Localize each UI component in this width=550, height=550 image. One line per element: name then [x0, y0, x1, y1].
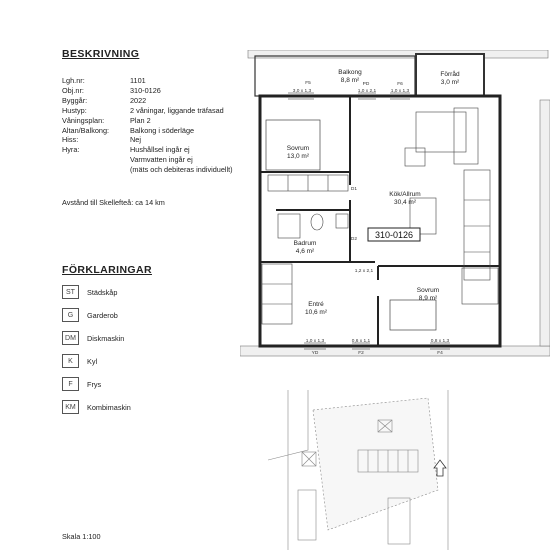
description-row [62, 126, 260, 136]
description-label: Obj.nr: [62, 85, 84, 95]
description-label: Altan/Balkong: [62, 125, 110, 135]
legend-heading: FÖRKLARINGAR [62, 264, 152, 276]
description-table [62, 76, 260, 175]
description-label: Hyra: [62, 145, 80, 155]
legend-label: Garderob [87, 310, 118, 320]
label-d2: D2 [350, 237, 358, 242]
label-d1: D1 [350, 187, 358, 192]
label-b1: 1,0 x 1,3 [305, 339, 325, 344]
entrance-area: 10,6 m² [304, 309, 328, 316]
right-hatch [540, 100, 550, 346]
bedroom2-name: Sovrum [416, 287, 440, 294]
legend-code: ST [62, 285, 79, 299]
description-row [62, 106, 260, 116]
description-value: 310-0126 [130, 85, 161, 95]
legend-item [62, 377, 101, 391]
legend-code: F [62, 377, 79, 391]
legend-code: DM [62, 331, 79, 345]
description-label: Lgh.nr: [62, 76, 85, 85]
storage-name: Förråd [440, 71, 460, 78]
bathroom-fixtures [278, 214, 348, 238]
site-courtyard [313, 398, 438, 530]
balcony-area: 8,8 m² [340, 77, 360, 84]
legend-item [62, 285, 117, 299]
description-label: Byggår: [62, 95, 88, 105]
description-value: 2022 [130, 95, 147, 105]
legend-label: Kyl [87, 356, 98, 366]
description-value: Hushållsel ingår ej [130, 145, 190, 155]
legend-item [62, 400, 131, 414]
description-label: Hiss: [62, 135, 79, 145]
entrance-name: Entré [308, 301, 324, 308]
label-b2: 0,6 x 1,1 [351, 339, 371, 344]
description-row [62, 116, 260, 126]
object-number: 310-0126 [374, 230, 414, 240]
description-row [62, 135, 260, 145]
description-row [62, 145, 260, 155]
bathroom-name: Badrum [293, 240, 317, 247]
description-label: Våningsplan: [62, 115, 105, 125]
legend-label: Frys [87, 379, 102, 389]
kitchen-name: Kök/Allrum [389, 191, 421, 198]
description-value: Varmvatten ingår ej [130, 155, 193, 165]
description-label: Hustyp: [62, 105, 87, 115]
label-d3: 1,2 x 2,1 [354, 269, 374, 274]
storage-area: 3,0 m² [440, 79, 460, 86]
bed-2 [390, 300, 436, 330]
legend-code: K [62, 354, 79, 368]
label-f4: F4 [437, 351, 443, 356]
label-pd: PD [362, 82, 370, 87]
description-value: Balkong i söderläge [130, 125, 195, 135]
site-building-2 [298, 490, 316, 540]
label-yd: YD [311, 351, 319, 356]
legend-code: G [62, 308, 79, 322]
description-heading: BESKRIVNING [62, 48, 140, 60]
floor-plan [240, 50, 550, 360]
top-hatch [248, 50, 548, 58]
description-label [62, 155, 130, 165]
legend-code: KM [62, 400, 79, 414]
site-plan [268, 390, 550, 550]
legend-label: Kombimaskin [87, 402, 131, 412]
balcony-name: Balkong [338, 69, 362, 76]
description-value: (mäts och debiteras individuellt) [130, 165, 233, 175]
legend-label: Diskmaskin [87, 333, 125, 343]
label-f6: F6 [397, 82, 403, 87]
legend-item [62, 308, 118, 322]
description-row [62, 165, 260, 175]
label-b3: 0,8 x 1,3 [430, 339, 450, 344]
label-w1: 3,0 x 1,3 [292, 89, 312, 94]
label-w3: 1,0 x 1,3 [390, 89, 410, 94]
label-f5: F5 [305, 81, 311, 86]
bedroom1-area: 13,0 m² [286, 153, 310, 160]
description-value: Nej [130, 135, 141, 145]
kitchen-area: 30,4 m² [393, 199, 417, 206]
description-value: 1101 [130, 76, 146, 85]
legend-label: Städskåp [87, 287, 118, 297]
bedroom2-area: 8,9 m² [418, 295, 438, 302]
description-row [62, 76, 260, 86]
description-row [62, 86, 260, 96]
description-row [62, 96, 260, 106]
description-label [62, 165, 130, 175]
description-row [62, 155, 260, 165]
description-value: 2 våningar, liggande träfasad [130, 105, 224, 115]
label-w2: 1,0 x 2,1 [357, 89, 377, 94]
bedroom1-name: Sovrum [286, 145, 310, 152]
legend-item [62, 331, 124, 345]
scale-text: Skala 1:100 [62, 532, 101, 541]
description-value: Plan 2 [130, 115, 151, 125]
legend-item [62, 354, 97, 368]
distance-text: Avstånd till Skellefteå: ca 14 km [62, 198, 165, 207]
label-f2: F2 [358, 351, 364, 356]
bathroom-area: 4,6 m² [295, 248, 315, 255]
